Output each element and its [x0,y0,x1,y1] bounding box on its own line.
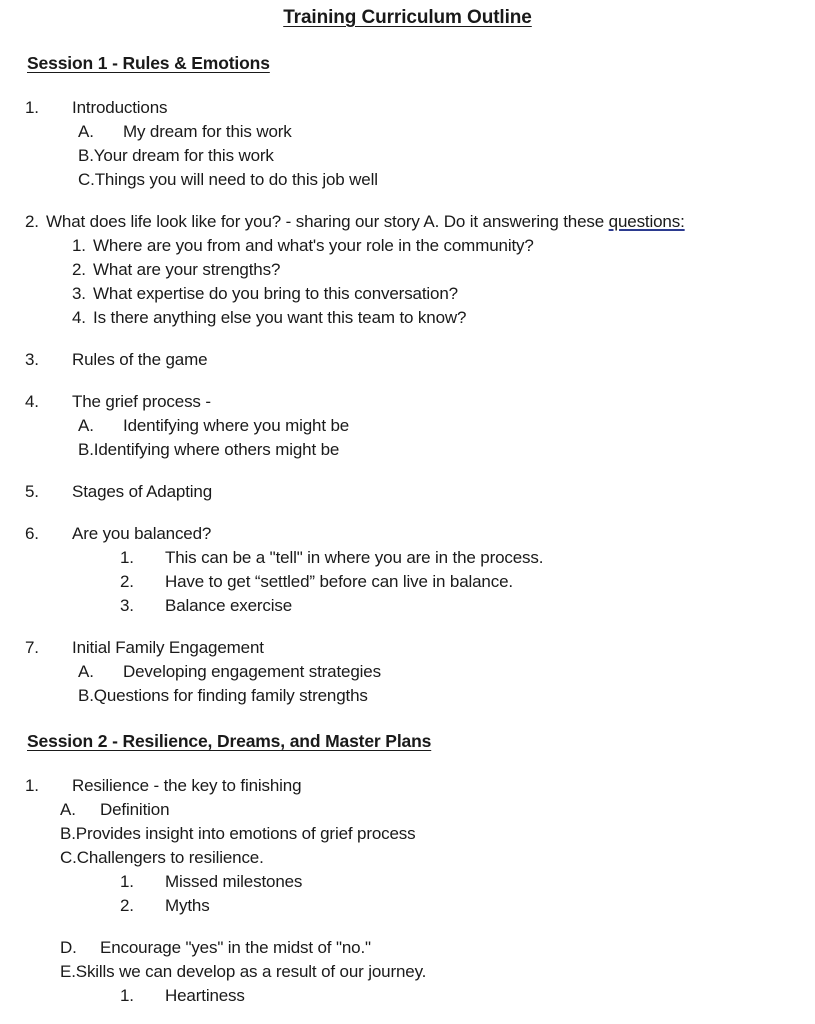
list-item-text: Myths [165,896,210,915]
outline-item [0,594,815,618]
list-marker: A. [78,662,94,681]
outline-item [0,210,815,234]
outline-item [0,96,815,120]
list-item-text: The grief process - [72,392,211,411]
list-item-text: Resilience - the key to finishing [72,776,302,795]
list-item-text: Initial Family Engagement [72,638,264,657]
spacer [0,708,815,730]
spacer [0,918,815,936]
outline-item [0,120,815,144]
list-marker: 3. [25,350,39,369]
list-item-text: Encourage "yes" in the midst of "no." [100,938,371,957]
list-item-text: Identifying where others might be [93,440,340,459]
outline-item [0,894,815,918]
list-marker: 4. [25,392,39,411]
list-item-text: Missed milestones [165,872,303,891]
list-marker: E. [60,962,76,981]
list-marker: 5. [25,482,39,501]
list-marker: 1. [72,236,86,255]
outline-item [0,234,815,258]
outline-item [0,348,815,372]
outline-item [0,438,815,462]
list-marker: 1. [25,98,39,117]
list-marker: 1. [120,548,134,567]
outline-item [0,798,815,822]
session-2-heading [0,730,815,752]
list-marker: 2. [72,260,86,279]
list-item-text: Balance exercise [165,596,293,615]
outline-item [0,960,815,984]
list-marker: A. [60,800,76,819]
list-marker: B. [60,824,76,843]
list-item-text: Definition [100,800,170,819]
spacer [0,504,815,522]
outline-item [0,480,815,504]
outline-item [0,258,815,282]
list-marker: 2. [120,572,134,591]
outline-item [0,636,815,660]
list-item-text: Provides insight into emotions of grief process [75,824,416,843]
list-item-text: What expertise do you bring to this conversation? [93,284,458,303]
list-item-text: Stages of Adapting [72,482,213,501]
outline-item [0,168,815,192]
list-marker: 6. [25,524,39,543]
spacer [0,752,815,774]
spacer [0,192,815,210]
list-marker: B. [78,440,94,459]
list-marker: 1. [25,776,39,795]
list-item-text: Questions for finding family strengths [93,686,368,705]
list-marker: 7. [25,638,39,657]
spacer [0,74,815,96]
outline-item [0,414,815,438]
session-1-heading [0,52,815,74]
list-marker: 3. [72,284,86,303]
list-item-text: Are you balanced? [72,524,212,543]
outline-item [0,774,815,798]
outline-item [0,870,815,894]
list-marker: 1. [120,872,134,891]
list-marker: A. [78,416,94,435]
spacer [0,462,815,480]
list-item-text: Heartiness [165,986,245,1005]
outline-item [0,660,815,684]
list-item-text: Rules of the game [72,350,208,369]
list-marker: 2. [25,212,39,231]
list-item-text: This can be a "tell" in where you are in the process. [165,548,544,567]
list-marker: 4. [72,308,86,327]
spacer [0,618,815,636]
list-item-text [46,210,685,234]
list-item-text-plain: What does life look like for you? - sharing our story A. Do it answering these [46,212,609,231]
list-item-text: Introductions [72,98,168,117]
list-item-text: Your dream for this work [93,146,274,165]
list-marker: C. [60,848,77,867]
list-marker: 3. [120,596,134,615]
outline-item [0,390,815,414]
outline-item [0,546,815,570]
list-marker: A. [78,122,94,141]
page-title [0,0,815,30]
list-marker: B. [78,146,94,165]
outline-item [0,144,815,168]
list-marker: C. [78,170,95,189]
list-item-text: Skills we can develop as a result of our journey. [75,962,427,981]
session-2-heading-text: Session 2 - Resilience, Dreams, and Master Plans [27,731,432,751]
list-item-text: Things you will need to do this job well [94,170,378,189]
list-item-text: Is there anything else you want this team to know? [93,308,467,327]
outline-item [0,282,815,306]
session-1-heading-text: Session 1 - Rules & Emotions [27,53,270,73]
outline-item [0,522,815,546]
list-item-text: Developing engagement strategies [123,662,381,681]
list-marker: D. [60,938,77,957]
spellcheck-underlined-word: questions: [608,212,685,231]
outline-item [0,684,815,708]
list-item-text: Have to get “settled” before can live in balance. [165,572,513,591]
list-marker: 2. [120,896,134,915]
list-item-text: My dream for this work [123,122,292,141]
spacer [0,372,815,390]
outline-item [0,306,815,330]
list-item-text: Where are you from and what's your role in the community? [93,236,534,255]
page-title-text: Training Curriculum Outline [283,7,532,28]
outline-item [0,936,815,960]
list-marker: B. [78,686,94,705]
outline-item [0,846,815,870]
outline-item [0,822,815,846]
spacer [0,330,815,348]
list-item-text: Challengers to resilience. [76,848,264,867]
spacer [0,30,815,52]
outline-item [0,984,815,1008]
outline-item [0,570,815,594]
list-item-text: Identifying where you might be [123,416,350,435]
list-item-text: What are your strengths? [93,260,281,279]
list-marker: 1. [120,986,134,1005]
